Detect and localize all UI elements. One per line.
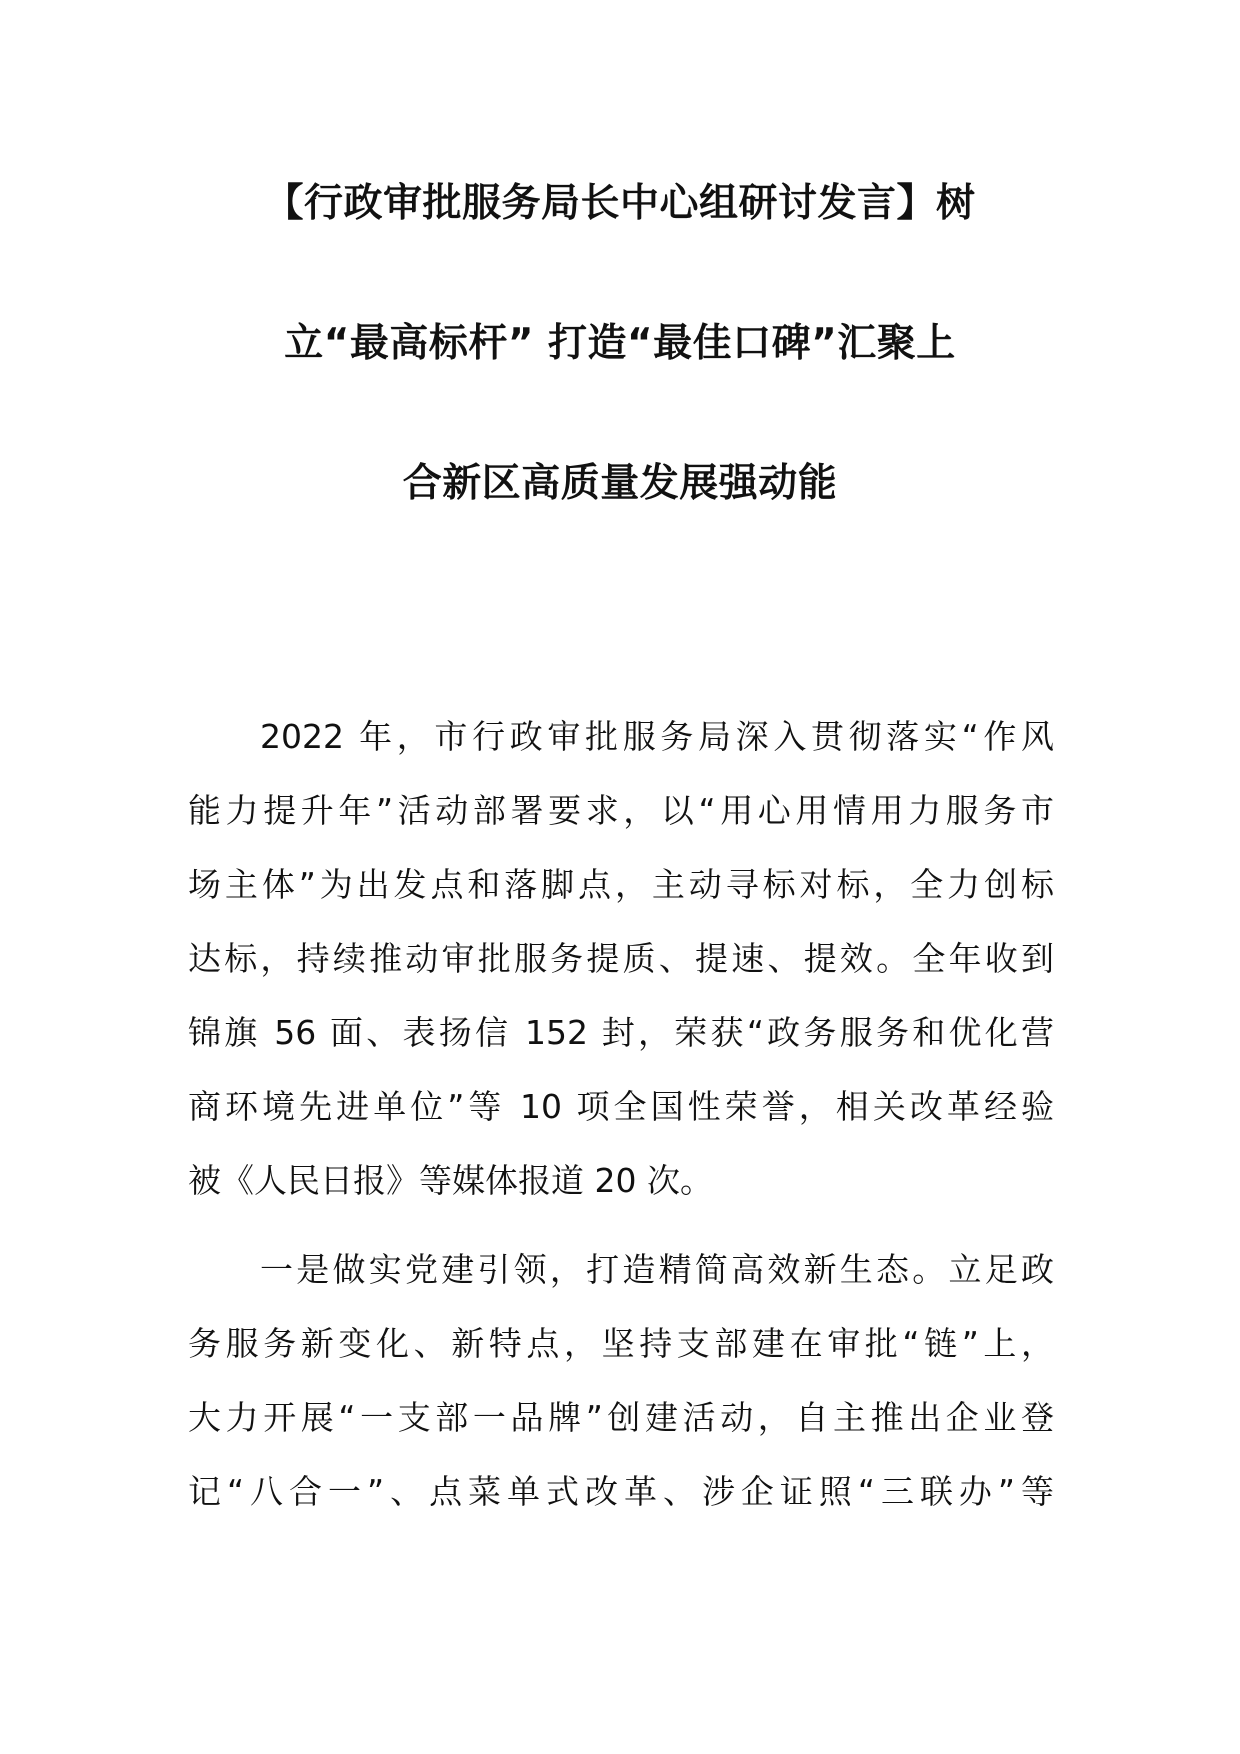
document-title: [190, 180, 1050, 508]
paragraph-line: 达标，持续推动审批服务提质、提速、提效。全年收到: [188, 939, 1054, 978]
paragraph-party-building: [188, 1233, 1054, 1529]
title-line: 立“最高标杆” 打造“最佳口碑”汇聚上: [284, 321, 956, 366]
paragraph-line: 商环境先进单位”等 10 项全国性荣誉，相关改革经验: [188, 1087, 1054, 1126]
paragraph-line: 务服务新变化、新特点，坚持支部建在审批“链”上，: [188, 1324, 1054, 1363]
paragraph-line: 场主体”为出发点和落脚点，主动寻标对标，全力创标: [188, 865, 1054, 904]
paragraph-line: 被《人民日报》等媒体报道 20 次。: [188, 1161, 713, 1200]
paragraph-summary: [188, 700, 1054, 1218]
title-line: 合新区高质量发展强动能: [402, 461, 838, 506]
title-line: 【行政审批服务局长中心组研讨发言】树: [264, 181, 976, 226]
paragraph-line: 一是做实党建引领，打造精简高效新生态。立足政: [260, 1250, 1054, 1289]
paragraph-line: 大力开展“一支部一品牌”创建活动，自主推出企业登: [188, 1398, 1054, 1437]
paragraph-line: 记“八合一”、点菜单式改革、涉企证照“三联办”等: [188, 1472, 1054, 1511]
paragraph-line: 2022 年，市行政审批服务局深入贯彻落实“作风: [260, 717, 1054, 756]
paragraph-line: 锦旗 56 面、表扬信 152 封，荣获“政务服务和优化营: [188, 1013, 1054, 1052]
paragraph-line: 能力提升年”活动部署要求，以“用心用情用力服务市: [188, 791, 1054, 830]
